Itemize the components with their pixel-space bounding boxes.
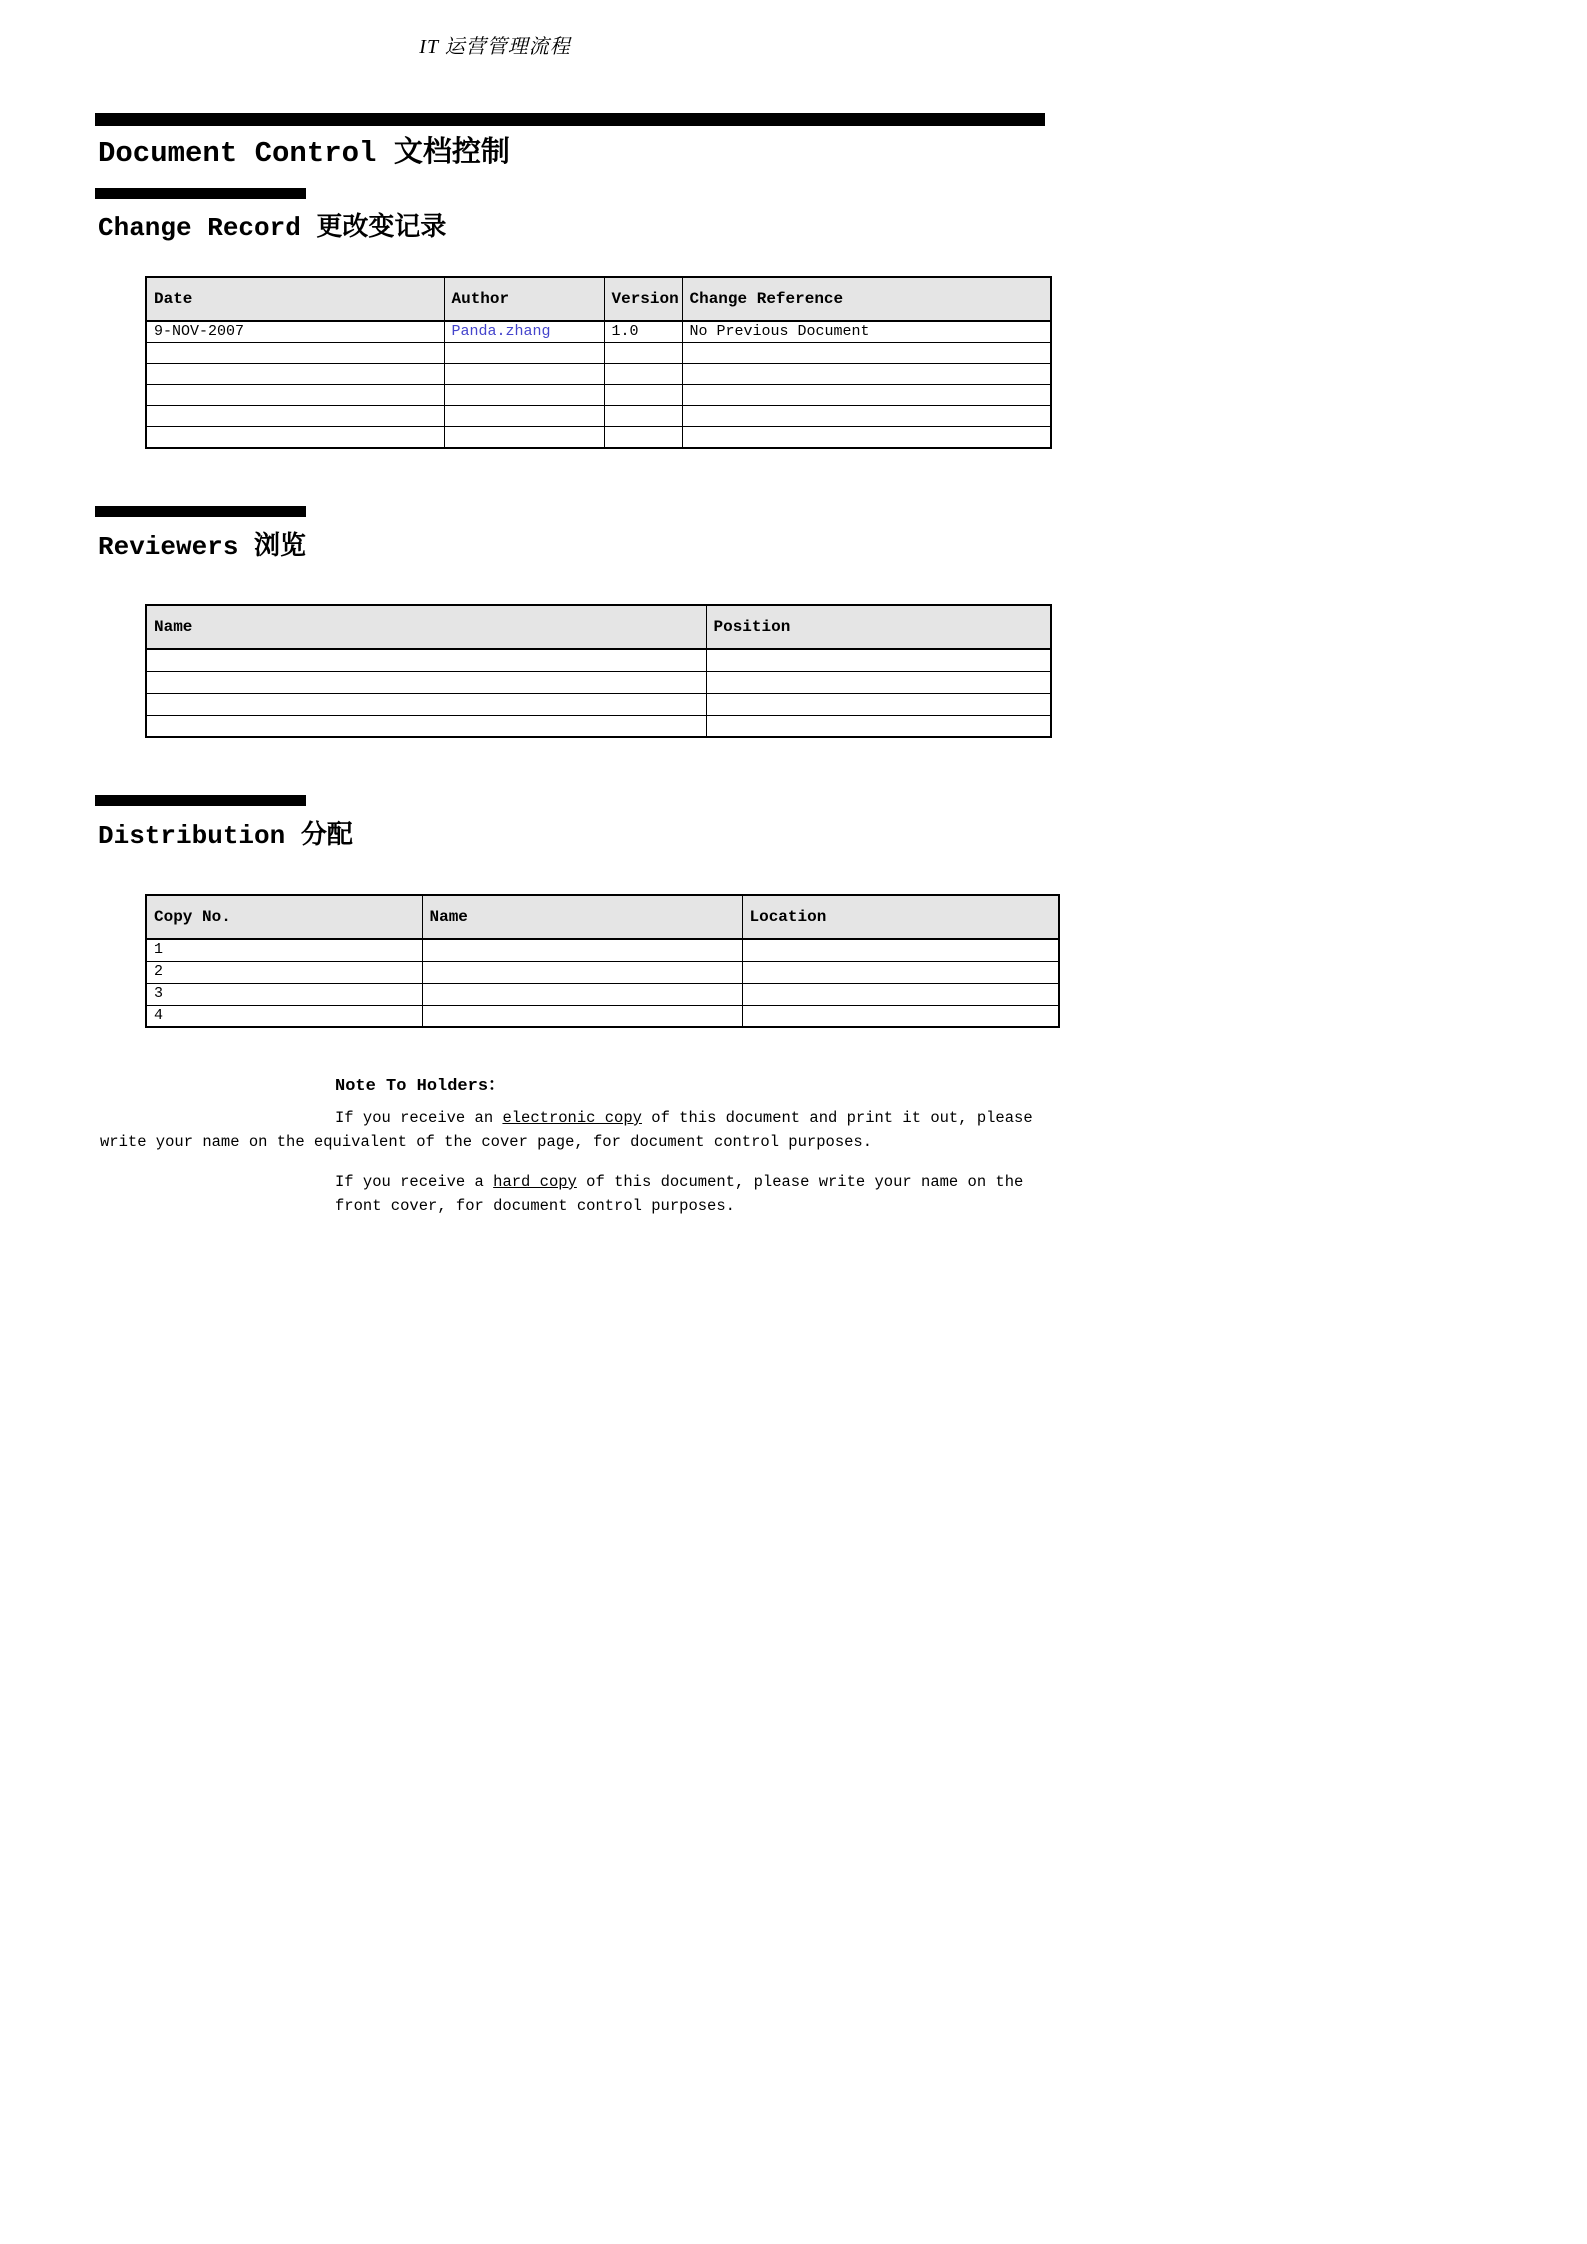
cell-date: [146, 343, 444, 364]
cell-author: [444, 427, 604, 448]
cell-change-reference: [682, 427, 1051, 448]
column-header-date: Date: [146, 277, 444, 321]
section-heading-distribution: Distribution 分配: [98, 821, 353, 851]
table-row: [146, 693, 1051, 715]
cell-copy-no: 2: [146, 961, 422, 983]
table-row: [146, 406, 1051, 427]
underlined-text: hard copy: [493, 1173, 577, 1191]
cell-location: [742, 1005, 1059, 1027]
table-row: [146, 939, 1059, 961]
cell-author: [444, 364, 604, 385]
cell-version: [604, 343, 682, 364]
table-row: [146, 321, 1051, 343]
cell-date: [146, 406, 444, 427]
cell-name: [422, 983, 742, 1005]
document-title: Document Control 文档控制: [98, 137, 510, 170]
cell-name: [422, 1005, 742, 1027]
cell-change-reference: [682, 406, 1051, 427]
section-rule-reviewers: [95, 506, 306, 517]
cell-location: [742, 983, 1059, 1005]
section-heading-reviewers: Reviewers 浏览: [98, 532, 307, 562]
cell-change-reference: [682, 343, 1051, 364]
table-row: [146, 343, 1051, 364]
cell-version: 1.0: [604, 321, 682, 343]
cell-position: [706, 671, 1051, 693]
cell-copy-no: 3: [146, 983, 422, 1005]
table-header-row: [146, 277, 1051, 321]
section-rule-distribution: [95, 795, 306, 806]
cell-date: 9-NOV-2007: [146, 321, 444, 343]
cell-version: [604, 427, 682, 448]
cell-copy-no: 4: [146, 1005, 422, 1027]
table-row: [146, 961, 1059, 983]
paragraph-text: If you receive a: [335, 1173, 494, 1191]
column-header-version: Version: [604, 277, 682, 321]
cell-change-reference: [682, 385, 1051, 406]
cell-date: [146, 364, 444, 385]
underlined-text: electronic copy: [502, 1109, 642, 1127]
paragraph-text: If you receive an: [335, 1109, 503, 1127]
cell-name: [422, 961, 742, 983]
cell-change-reference: No Previous Document: [682, 321, 1051, 343]
table-row: [146, 649, 1051, 671]
note-paragraph-hard-copy: [335, 1170, 1047, 1218]
author-link[interactable]: Panda.zhang: [451, 323, 551, 340]
column-header-location: Location: [742, 895, 1059, 939]
cell-author: [444, 385, 604, 406]
note-heading: Note To Holders：: [335, 1077, 506, 1096]
cell-date: [146, 385, 444, 406]
cell-change-reference: [682, 364, 1051, 385]
column-header-author: Author: [444, 277, 604, 321]
cell-author: [444, 321, 604, 343]
cell-name: [146, 671, 706, 693]
cell-position: [706, 693, 1051, 715]
table-header-row: [146, 895, 1059, 939]
section-rule-change-record: [95, 188, 306, 199]
cell-copy-no: 1: [146, 939, 422, 961]
table-row: [146, 983, 1059, 1005]
page-header: IT 运营管理流程: [419, 36, 571, 58]
cell-version: [604, 406, 682, 427]
title-rule: [95, 113, 1045, 126]
table-row: [146, 427, 1051, 448]
note-paragraph-electronic-copy: [100, 1106, 1045, 1154]
cell-author: [444, 343, 604, 364]
cell-location: [742, 961, 1059, 983]
cell-author: [444, 406, 604, 427]
column-header-copy-no: Copy No.: [146, 895, 422, 939]
column-header-name: Name: [422, 895, 742, 939]
cell-name: [146, 715, 706, 737]
cell-name: [422, 939, 742, 961]
section-heading-change-record: Change Record 更改变记录: [98, 213, 447, 243]
cell-version: [604, 385, 682, 406]
table-row: [146, 1005, 1059, 1027]
column-header-position: Position: [706, 605, 1051, 649]
column-header-name: Name: [146, 605, 706, 649]
cell-name: [146, 649, 706, 671]
cell-name: [146, 693, 706, 715]
cell-location: [742, 939, 1059, 961]
reviewers-table: [145, 604, 1052, 738]
table-header-row: [146, 605, 1051, 649]
distribution-table: [145, 894, 1060, 1028]
change-record-table: [145, 276, 1052, 449]
cell-position: [706, 715, 1051, 737]
paragraph-text: of this document and print it out, please write your name on the equivalent of the cover page, for document control purposes.: [100, 1109, 1033, 1151]
cell-date: [146, 427, 444, 448]
column-header-change-reference: Change Reference: [682, 277, 1051, 321]
table-row: [146, 385, 1051, 406]
cell-position: [706, 649, 1051, 671]
paragraph-text: of this document, please write your name on the front cover, for document control purposes.: [335, 1173, 1024, 1215]
cell-version: [604, 364, 682, 385]
table-row: [146, 715, 1051, 737]
table-row: [146, 364, 1051, 385]
table-row: [146, 671, 1051, 693]
